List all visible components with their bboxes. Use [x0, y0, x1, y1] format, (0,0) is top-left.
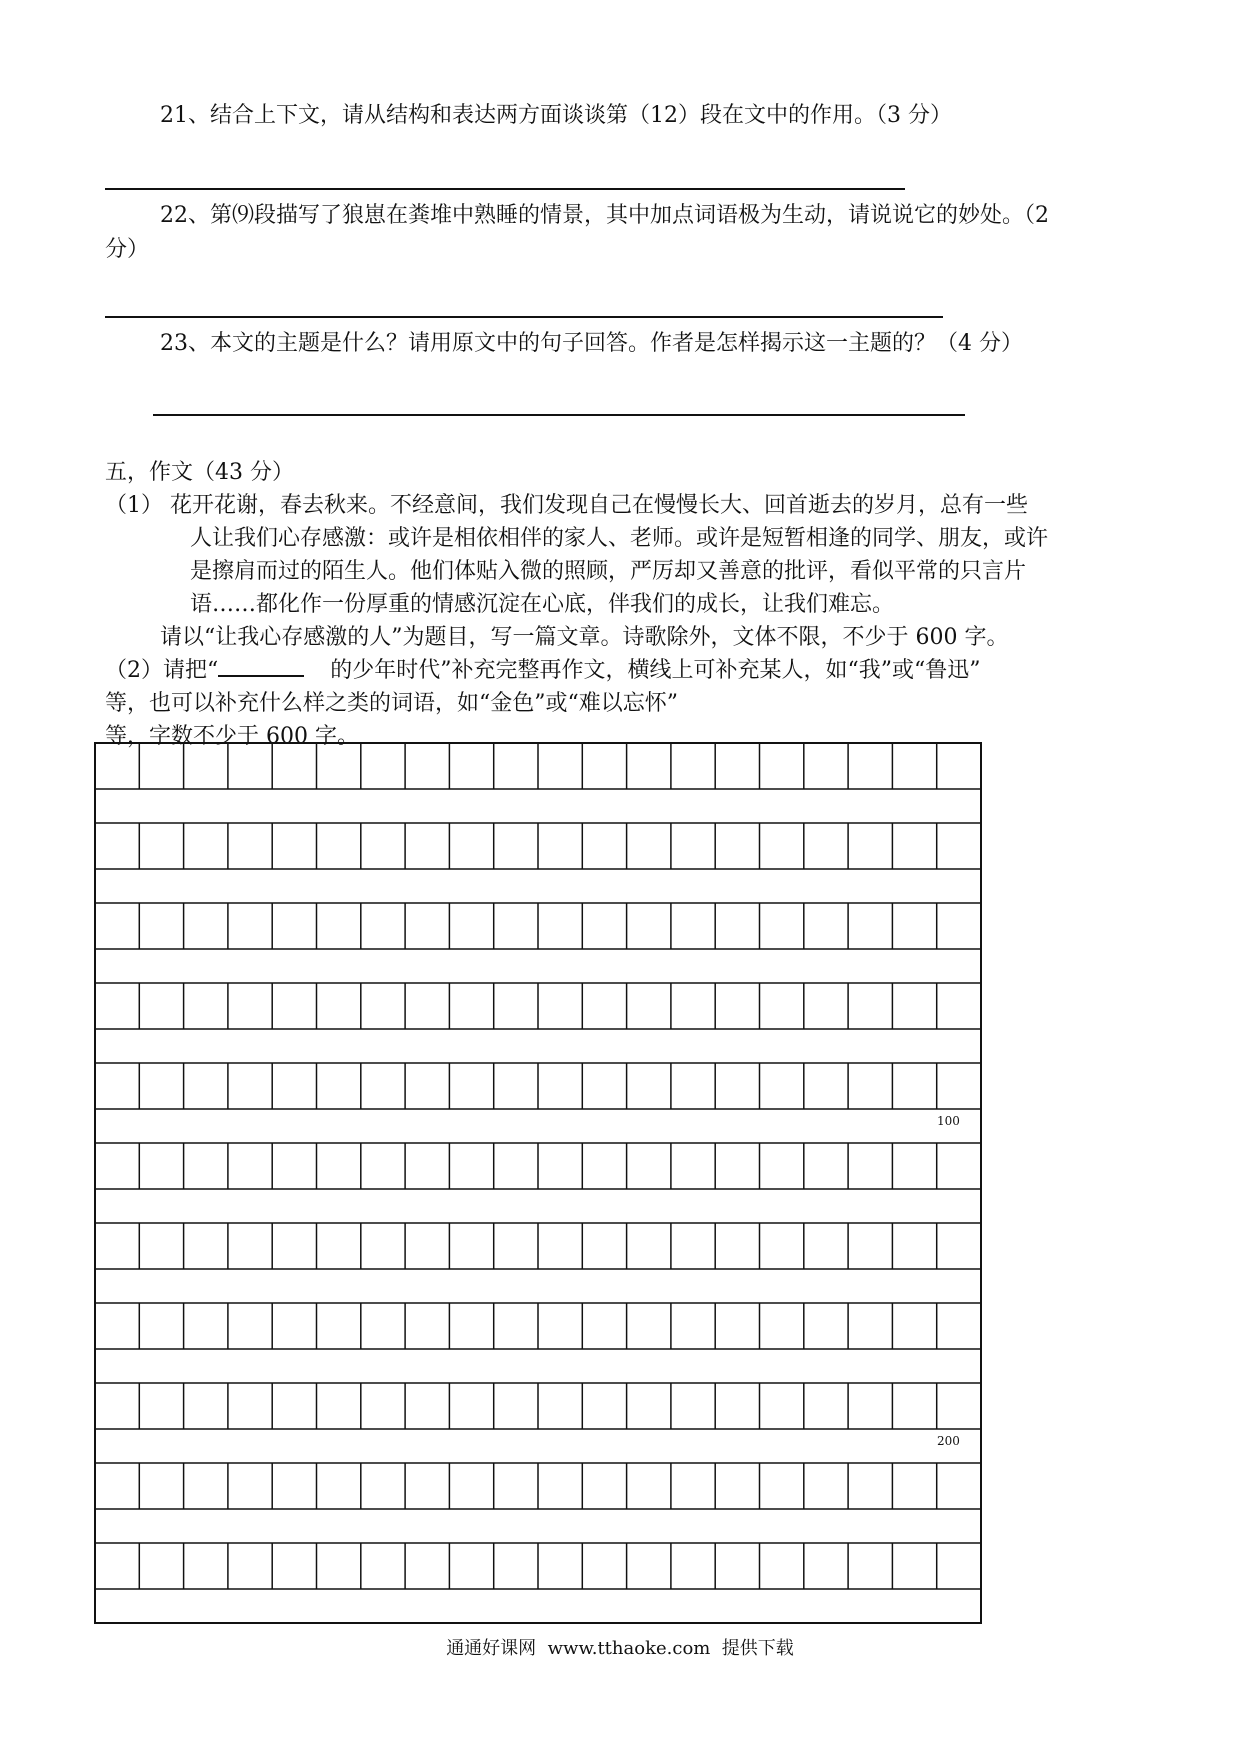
question-22-continued: 分） — [105, 237, 150, 262]
answer-line-21 — [105, 188, 905, 190]
grid-count-marker: 100 — [937, 1114, 960, 1128]
prompt-1-instruction: 请以“让我心存感激的人”为题目，写一篇文章。诗歌除外，文体不限，不少于 600 字。 — [160, 625, 1009, 650]
prompt-1-line-4: 语……都化作一份厚重的情感沉淀在心底，伴我们的成长，让我们难忘。 — [190, 592, 895, 617]
prompt-2-line-2: 等，也可以补充什么样之类的词语，如“金色”或“难以忘怀” — [105, 691, 678, 716]
section-5-title: 五，作文（43 分） — [105, 460, 294, 485]
grid-row — [95, 1063, 981, 1109]
answer-line-22 — [105, 316, 943, 318]
grid-row — [95, 1223, 981, 1269]
prompt-2-after-blank: 的少年时代”补充完整再作文，横线上可补充某人，如“我”或“鲁迅” — [330, 658, 981, 683]
grid-row — [95, 823, 981, 869]
grid-row — [95, 743, 981, 789]
prompt-2-line-3: 等，字数不少于 600 字。 — [105, 724, 359, 749]
question-21: 21、结合上下文，请从结构和表达两方面谈谈第（12）段在文中的作用。（3 分） — [160, 103, 952, 128]
grid-row — [95, 1463, 981, 1509]
composition-grid[interactable] — [94, 742, 992, 1632]
prompt-2-before-blank: （2）请把“ — [105, 658, 219, 683]
prompt-1-line-3: 是擦肩而过的陌生人。他们体贴入微的照顾，严厉却又善意的批评，看似平常的只言片 — [190, 559, 1027, 584]
grid-count-marker: 200 — [937, 1434, 960, 1448]
footer-site: 通通好课网 — [446, 1638, 537, 1659]
fill-in-blank[interactable] — [218, 655, 304, 677]
footer — [0, 1634, 1240, 1660]
question-22: 22、第⑼段描写了狼崽在粪堆中熟睡的情景，其中加点词语极为生动，请说说它的妙处。（2 — [160, 203, 1049, 228]
footer-url: www.tthaoke.com — [547, 1638, 711, 1659]
grid-row — [95, 1383, 981, 1429]
grid-row — [95, 1543, 981, 1589]
prompt-2-line-1 — [105, 653, 981, 684]
grid-row — [95, 1143, 981, 1189]
grid-row — [95, 903, 981, 949]
grid-row — [95, 983, 981, 1029]
prompt-1-line-2: 人让我们心存感激：或许是相依相伴的家人、老师。或许是短暂相逢的同学、朋友，或许 — [190, 526, 1049, 551]
grid-row — [95, 1303, 981, 1349]
prompt-1-line-1: （1） 花开花谢，春去秋来。不经意间，我们发现自己在慢慢长大、回首逝去的岁月，总有一些 — [105, 493, 1028, 518]
footer-suffix: 提供下载 — [721, 1638, 794, 1659]
answer-line-23 — [153, 414, 965, 416]
question-23: 23、本文的主题是什么？请用原文中的句子回答。作者是怎样揭示这一主题的？（4 分） — [160, 331, 1023, 356]
